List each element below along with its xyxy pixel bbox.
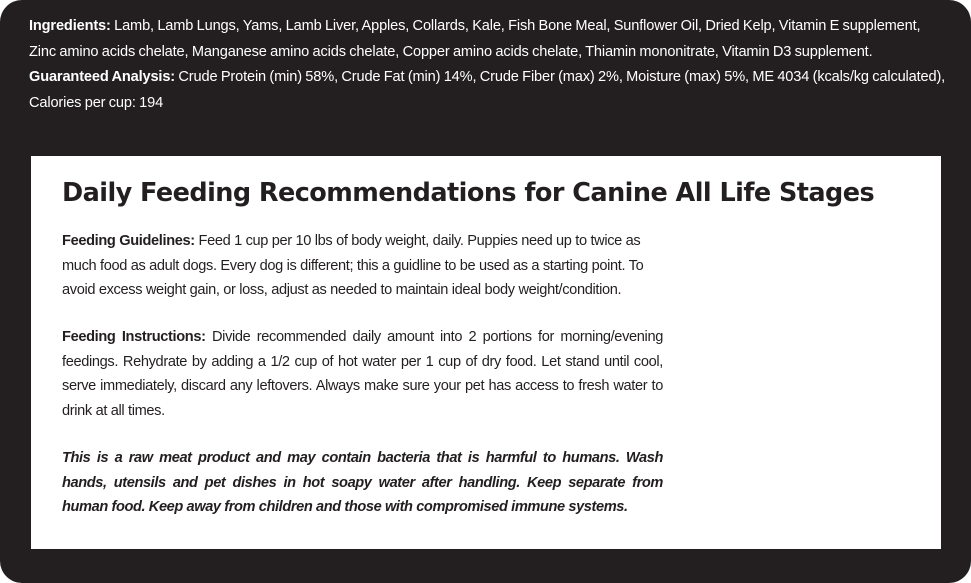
feeding-instructions-label: Feeding Instructions: — [62, 329, 206, 345]
feeding-guidelines-label: Feeding Guidelines: — [62, 233, 195, 249]
feeding-panel — [31, 156, 941, 549]
ingredients-text: Lamb, Lamb Lungs, Yams, Lamb Liver, Apples, Collards, Kale, Fish Bone Meal, Sunflower Oil, Dried Kelp, Vitamin E supplement, Zinc amino acids chelate, Manganese amino acids chelate, Copper amino acids chelate, Thiamin mononitrate, Vitamin D3 supplement. — [29, 18, 921, 60]
feeding-instructions — [62, 325, 663, 423]
ingredients-block — [29, 14, 947, 116]
guaranteed-analysis-text: Crude Protein (min) 58%, Crude Fat (min) 14%, Crude Fiber (max) 2%, Moisture (max) 5%, ME 4034 (kcals/kg calculated), Calories per cup: 194 — [29, 69, 946, 111]
feeding-title: Daily Feeding Recommendations for Canine All Life Stages — [62, 178, 875, 208]
feeding-instructions-text: Divide recommended daily amount into 2 portions for morning/evening feedings. Rehydrate by adding a 1/2 cup of hot water per 1 cup of dry food. Let stand until cool, serve immediately, discard any leftovers. Always make sure your pet has access to fresh water to drink at all times. — [62, 329, 663, 419]
safety-warning: This is a raw meat product and may contain bacteria that is harmful to humans. Wash hands, utensils and pet dishes in hot soapy water after handling. Keep separate from human food. Keep away from children and those with compromised immune systems. — [62, 450, 663, 515]
guaranteed-analysis-label: Guaranteed Analysis: — [29, 69, 176, 85]
feeding-guidelines — [62, 229, 663, 303]
feeding-guidelines-text: Feed 1 cup per 10 lbs of body weight, daily. Puppies need up to twice as much food as adult dogs. Every dog is different; this a guidline to be used as a starting point. To avoid excess weight gain, or loss, adjust as needed to maintain ideal body weight/condition. — [62, 233, 644, 298]
ingredients-label: Ingredients: — [29, 18, 111, 34]
